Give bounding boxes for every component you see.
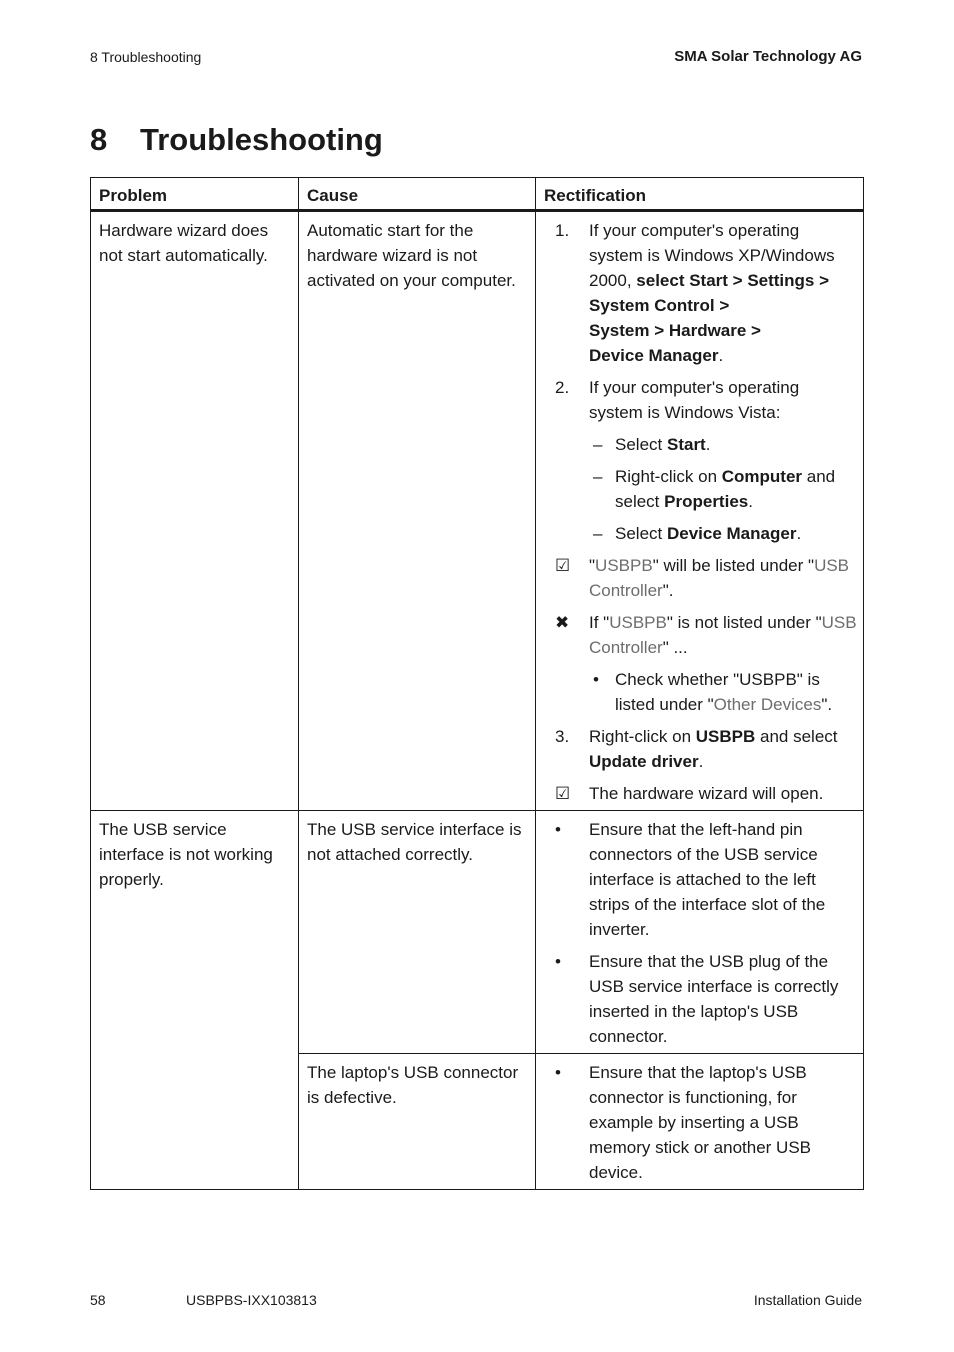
problem-cell: The USB service interface is not working properly.	[91, 811, 299, 1190]
checkbox-checked-icon: ☑	[555, 784, 571, 803]
document-id: USBPBS-IXX103813	[186, 1292, 317, 1308]
column-header-cause: Cause	[299, 178, 536, 211]
bullet-marker: •	[593, 670, 599, 689]
cause-cell: The USB service interface is not attached correctly.	[299, 811, 536, 1054]
column-header-problem: Problem	[91, 178, 299, 211]
menu-path: select Start > Settings >	[636, 271, 830, 290]
dash-marker: –	[593, 467, 603, 486]
section-heading	[90, 122, 383, 158]
section-title: Troubleshooting	[140, 122, 383, 157]
rectification-cell	[536, 211, 864, 811]
step-text: If your computer's operating system is Windows XP/Windows 2000,	[589, 221, 835, 290]
menu-path: System Control >	[589, 296, 730, 315]
table-header-row	[91, 178, 864, 211]
bullet-marker: •	[555, 952, 561, 971]
cause-cell: The laptop's USB connector is defective.	[299, 1054, 536, 1190]
rectification-cell	[536, 811, 864, 1054]
result-3: ☑ The hardware wizard will open.	[542, 781, 857, 806]
running-header-company: SMA Solar Technology AG	[674, 48, 862, 65]
column-header-rectification: Rectification	[536, 178, 864, 211]
page-number: 58	[90, 1292, 106, 1308]
menu-path: Device Manager	[589, 346, 719, 365]
list-item: • Ensure that the USB plug of the USB service interface is correctly inserted in the laptop's USB connector.	[542, 949, 857, 1049]
troubleshooting-table	[90, 177, 864, 1190]
list-item: • Ensure that the left-hand pin connectors of the USB service interface is attached to the left strips of the interface slot of the inverter.	[542, 817, 857, 942]
bullet-marker: •	[555, 1063, 561, 1082]
dash-marker: –	[593, 435, 603, 454]
step-number: 3.	[555, 727, 570, 746]
cause-cell: Automatic start for the hardware wizard is not activated on your computer.	[299, 211, 536, 811]
menu-path: System > Hardware >	[589, 321, 761, 340]
table-row	[91, 211, 864, 811]
sub-step: – Right-click on Computer and select Properties.	[542, 464, 857, 514]
sub-step: – Select Device Manager.	[542, 521, 857, 546]
checkbox-checked-icon: ☑	[555, 556, 571, 575]
problem-cell: Hardware wizard does not start automatically.	[91, 211, 299, 811]
section-number: 8	[90, 122, 108, 157]
step-number: 1.	[555, 221, 570, 240]
step-text: If your computer's operating system is Windows Vista:	[589, 378, 800, 422]
dash-marker: –	[593, 524, 603, 543]
bullet-marker: •	[555, 820, 561, 839]
running-header-section: 8 Troubleshooting	[90, 49, 202, 65]
cross-mark-icon: ✖	[555, 613, 570, 632]
step-3: 3. Right-click on USBPB and select Update driver.	[542, 724, 857, 774]
result-2: ✖ If "USBPB" is not listed under "USB Controller" ...	[542, 610, 857, 660]
rectification-cell	[536, 1054, 864, 1190]
table-row	[91, 811, 864, 1054]
step-number: 2.	[555, 378, 570, 397]
step-2	[542, 375, 857, 425]
document-type: Installation Guide	[753, 1292, 862, 1308]
result-1: ☑ "USBPB" will be listed under "USB Controller".	[542, 553, 857, 603]
list-item: • Ensure that the laptop's USB connector is functioning, for example by inserting a USB memory stick or another USB device.	[542, 1060, 857, 1185]
sub-bullet: • Check whether "USBPB" is listed under "Other Devices".	[542, 667, 857, 717]
sub-step: – Select Start.	[542, 432, 857, 457]
step-1: 1. If your computer's operating system is Windows XP/Windows 2000, select Start > Settings > System Control > System > Hardware > Device Manager.	[542, 218, 857, 368]
